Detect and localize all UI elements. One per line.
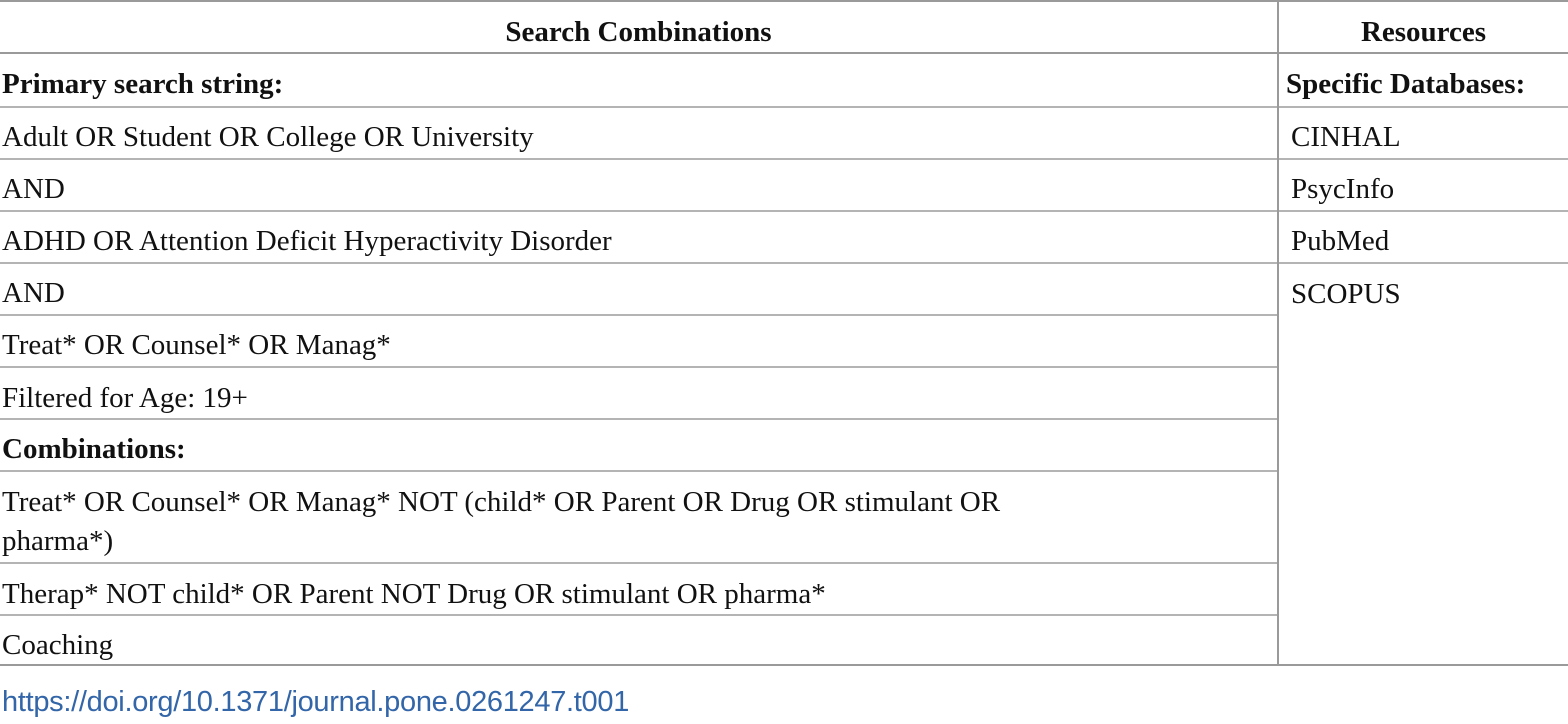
left-row-combination-1-line2: pharma*)	[2, 525, 114, 557]
left-row-age-filter: Filtered for Age: 19+	[2, 382, 248, 414]
right-row-scopus: SCOPUS	[1291, 278, 1401, 310]
row-divider	[0, 366, 1277, 368]
row-divider	[0, 614, 1277, 616]
row-divider	[1279, 106, 1568, 108]
row-divider	[0, 158, 1277, 160]
row-divider	[0, 562, 1277, 564]
left-row-treatment-terms: Treat* OR Counsel* OR Manag*	[2, 329, 391, 361]
row-divider	[1279, 210, 1568, 212]
row-divider	[0, 262, 1277, 264]
left-row-coaching: Coaching	[2, 629, 114, 661]
row-divider	[0, 418, 1277, 420]
header-resources: Resources	[1360, 16, 1487, 48]
row-divider	[1279, 158, 1568, 160]
left-row-adult-terms: Adult OR Student OR College OR University	[2, 121, 534, 153]
left-row-combination-2: Therap* NOT child* OR Parent NOT Drug OR stimulant OR pharma*	[2, 578, 826, 610]
row-divider	[1279, 262, 1568, 264]
right-row-databases-label: Specific Databases:	[1286, 68, 1526, 100]
left-row-primary-label: Primary search string:	[2, 68, 284, 100]
left-row-adhd-terms: ADHD OR Attention Deficit Hyperactivity Disorder	[2, 225, 612, 257]
header-search-combinations: Search Combinations	[505, 16, 772, 48]
row-divider	[0, 106, 1277, 108]
right-row-psycinfo: PsycInfo	[1291, 173, 1395, 205]
row-divider	[0, 210, 1277, 212]
header-divider	[0, 52, 1568, 54]
doi-link[interactable]: https://doi.org/10.1371/journal.pone.0261247.t001	[2, 686, 630, 718]
left-row-combination-1-line1: Treat* OR Counsel* OR Manag* NOT (child* OR Parent OR Drug OR stimulant OR	[2, 486, 1001, 518]
row-divider	[0, 470, 1277, 472]
row-divider	[0, 314, 1277, 316]
left-row-and-1: AND	[2, 173, 65, 205]
right-row-cinhal: CINHAL	[1291, 121, 1401, 153]
column-divider	[1277, 2, 1279, 666]
right-row-pubmed: PubMed	[1291, 225, 1390, 257]
left-row-combinations-label: Combinations:	[2, 433, 186, 465]
left-row-and-2: AND	[2, 277, 65, 309]
